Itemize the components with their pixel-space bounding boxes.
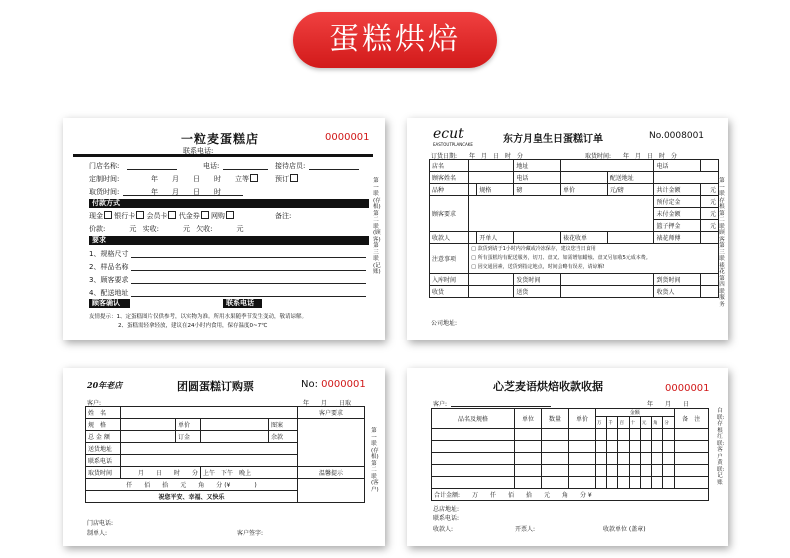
- pickup-time-label: 取货时间:: [89, 188, 120, 196]
- table-row[interactable]: [432, 477, 709, 489]
- col-remark: 备 注: [674, 409, 708, 429]
- date-label: 年 月 日取: [303, 400, 352, 407]
- form-title: 一粒麦蛋糕店: [181, 132, 260, 146]
- am-label: 上午: [203, 470, 216, 477]
- cell-delivery: 配送地址: [607, 172, 654, 184]
- input-cell[interactable]: [121, 419, 176, 431]
- pm-label: 下午: [221, 470, 234, 477]
- pay-options: [89, 211, 234, 221]
- input-cell[interactable]: [469, 184, 477, 196]
- cell-customer: 顾客姓名: [430, 172, 469, 184]
- input-cell[interactable]: [121, 407, 298, 419]
- cell-tel: 电话: [654, 160, 701, 172]
- cell-notes: 注意事项: [430, 244, 469, 274]
- cell-phone: 联系电话: [86, 455, 121, 467]
- receiver-label: 接待店员:: [275, 162, 306, 170]
- checkbox[interactable]: [250, 174, 258, 182]
- tips-line1: 友情提示：1、定蛋糕图片仅供参考，以实物为准。所用水果随季节发生变动，敬请谅解。: [89, 314, 308, 320]
- cell-arrive2: 到货时间: [654, 274, 701, 286]
- digit-qian: 千: [607, 417, 618, 429]
- copy-note: 第一联(存根) 第二联(顾客) 第三联(记账): [373, 178, 381, 275]
- table-row[interactable]: [432, 441, 709, 453]
- input-cell[interactable]: [469, 172, 514, 184]
- req-size: 1、规格尺寸: [89, 250, 129, 258]
- remark-label: 备注:: [275, 212, 292, 220]
- cell-total-yuan: 元: [701, 184, 719, 196]
- cell-cust-req: 客户要求: [298, 407, 365, 419]
- cell-unit-price: 单价: [176, 419, 201, 431]
- cell-total: 总 金 额: [86, 431, 121, 443]
- cell-boxfee-yuan: 元: [701, 220, 719, 232]
- checkbox[interactable]: [226, 211, 234, 219]
- night-label: 晚上: [239, 470, 252, 477]
- cell-yuan-pound: 元/磅: [607, 184, 654, 196]
- underline: [127, 169, 177, 170]
- cell-pound: 磅: [514, 184, 561, 196]
- underline: [309, 169, 359, 170]
- underline: [223, 169, 268, 170]
- reserve-label: 预订: [275, 175, 289, 183]
- deliver-label: 立等: [235, 175, 249, 183]
- pay-cash: 现金: [89, 212, 103, 220]
- req-address: 4、配送地址: [89, 289, 129, 297]
- shop-address: 总店地址:: [433, 506, 460, 513]
- input-cell[interactable]: [561, 274, 654, 286]
- cell-pastry: 裱花收单: [561, 232, 608, 244]
- divider: [73, 154, 373, 157]
- order-time-fields: 年 月 日 时: [151, 175, 221, 183]
- input-cell[interactable]: [561, 172, 608, 184]
- digit-jiao: 角: [652, 417, 663, 429]
- note-3: □ 因交通因素，送货到指定地点，时间会略有误差，请谅解!: [471, 264, 605, 270]
- cell-boxfee: 篮子押金: [654, 220, 701, 232]
- order-time-label: 定制时间:: [89, 175, 120, 183]
- cell-deliver: 收货: [430, 286, 469, 298]
- confirm-label: 顾客确认: [89, 299, 130, 308]
- cell-pastry2: 裱花师傅: [654, 232, 701, 244]
- cell-prepay: 预付定金: [654, 196, 701, 208]
- number-text: No.0008001: [649, 131, 705, 141]
- cell-ampm: [201, 467, 298, 479]
- form-title: 东方月皇生日蛋糕订单: [503, 134, 603, 145]
- company-address: 公司地址:: [431, 320, 458, 327]
- cell-pattern: 图案: [269, 419, 298, 431]
- cell-name: 姓 名: [86, 407, 121, 419]
- cell-phone: 电话: [514, 172, 561, 184]
- deliver-option[interactable]: [235, 174, 258, 184]
- receipt-grid: [431, 408, 709, 501]
- cell-collector: 收款人: [430, 232, 469, 244]
- date-label: 年 月 日: [647, 401, 690, 408]
- input-cell[interactable]: [561, 286, 654, 298]
- input-cell[interactable]: [469, 160, 514, 172]
- checkbox[interactable]: [104, 211, 112, 219]
- cell-total: 合计金额: 万 仟 佰 拾 元 角 分 ¥: [432, 489, 709, 501]
- digit-wan: 万: [596, 417, 607, 429]
- order-grid: [429, 159, 719, 298]
- input-cell[interactable]: [469, 286, 514, 298]
- col-qty: 数量: [542, 409, 569, 429]
- input-cell[interactable]: [469, 232, 477, 244]
- form-number: [649, 131, 704, 141]
- underline: [131, 283, 366, 284]
- input-cell[interactable]: [201, 431, 269, 443]
- digit-fen: 分: [663, 417, 674, 429]
- store-name-label: 门店名称:: [89, 162, 120, 170]
- cell-total: 共计金额: [654, 184, 701, 196]
- owed-label: 欠收:: [196, 225, 213, 233]
- note-1: □ 款货到请于1小时内冷藏或冷冻保存，建议您当日食用: [471, 246, 596, 252]
- receipt-xinzhimaiyu: [407, 368, 728, 546]
- customer-label: 客户:: [433, 401, 448, 408]
- underline: [131, 296, 366, 297]
- input-cell[interactable]: [701, 286, 719, 298]
- order-ticket-tuanyuan: [63, 368, 385, 546]
- input-cell[interactable]: [701, 274, 719, 286]
- maker-label: 制单人:: [87, 530, 108, 537]
- copy-note: 第一联存根 第二联顾客 第三联裱花 第四联服务: [719, 178, 725, 308]
- cell-prepay-yuan: 元: [701, 196, 719, 208]
- collector-label: 收款人:: [433, 526, 454, 533]
- cell-tips: 温馨提示: [298, 467, 365, 479]
- table-row[interactable]: [432, 429, 709, 441]
- store-phone: 门店电话:: [87, 520, 114, 527]
- pickup-date: 取货时间: 年 月 日 时 分: [585, 153, 678, 160]
- cell-operator: 开单人: [477, 232, 514, 244]
- form-number: 0000001: [665, 383, 710, 394]
- col-price: 单价: [569, 409, 596, 429]
- note-2: □ 所有蛋糕均有配送服务，切刀、盘叉、如需增加蜡烛、盘叉另加收5元成本费。: [471, 255, 651, 261]
- yuan: 元: [182, 225, 190, 233]
- digit-yuan: 元: [640, 417, 651, 429]
- cell-item: 品种: [430, 184, 469, 196]
- req-input[interactable]: [469, 196, 654, 232]
- cust-req-input[interactable]: [298, 419, 365, 467]
- issuer-label: 开票人:: [515, 526, 536, 533]
- input-cell[interactable]: [121, 455, 298, 467]
- contact-phone: 联系电话:: [433, 515, 460, 522]
- unit-stamp-label: 收款单位 (盖章): [603, 526, 646, 533]
- pay-header: 付款方式: [89, 199, 369, 208]
- col-unit: 单位: [515, 409, 542, 429]
- order-date: 订货日期: 年 月 日 时 分: [431, 153, 524, 160]
- pay-online: 网购: [210, 212, 225, 220]
- yuan: 元: [129, 225, 137, 233]
- cell-amount-words: 仟 佰 拾 元 角 分 (¥ ): [86, 479, 298, 491]
- cell-spec: 规格: [477, 184, 514, 196]
- cell-req: 顾客要求: [430, 196, 469, 232]
- signature-label: 客户签字:: [237, 530, 264, 537]
- contact-label: 联系电话: [223, 299, 262, 308]
- pickup-time-fields: 年 月 日 时: [151, 188, 221, 196]
- brand-logo: ecut: [433, 126, 464, 142]
- cell-send: 发货时间: [514, 274, 561, 286]
- cell-unit: 单价: [561, 184, 608, 196]
- cell-address: 送货地址: [86, 443, 121, 455]
- input-cell[interactable]: [121, 443, 298, 455]
- ticket-grid: [85, 406, 365, 503]
- input-cell[interactable]: [201, 419, 269, 431]
- no-label: No:: [301, 379, 318, 390]
- notes-list: [469, 244, 719, 274]
- cell-receiver: 收货人: [654, 286, 701, 298]
- pay-member: 会员卡: [146, 212, 168, 220]
- cell-unpaid: 未付金额: [654, 208, 701, 220]
- number-text: 0000001: [321, 379, 366, 390]
- cell-balance: 余款: [269, 431, 298, 443]
- cell-driver: 送货: [514, 286, 561, 298]
- col-amount: 金额: [596, 409, 675, 417]
- copy-note: 白联:存根 红联:客户 黄联:记账: [717, 408, 725, 486]
- checkbox[interactable]: [136, 211, 144, 219]
- cell-deposit: 订金: [176, 431, 201, 443]
- col-item: 品名及规格: [432, 409, 515, 429]
- underline: [451, 406, 551, 407]
- underline: [131, 270, 366, 271]
- cell-unpaid-yuan: 元: [701, 208, 719, 220]
- yuan: 元: [236, 225, 244, 233]
- cell-pickup: 取货时间: [86, 467, 121, 479]
- form-number: 0000001: [325, 132, 370, 143]
- banner-title: 蛋糕烘焙: [293, 12, 497, 68]
- form-title: 心芝麦语烘焙收款收据: [493, 380, 603, 393]
- phone-label: 联系电话:: [183, 147, 214, 155]
- tel-label: 电话:: [203, 162, 220, 170]
- underline: [131, 257, 366, 258]
- input-cell[interactable]: [607, 232, 654, 244]
- cell-arrive: 入库时间: [430, 274, 469, 286]
- form-number: [301, 379, 366, 390]
- tips-line2: 2、蛋糕需轻拿轻放，建议在24小时内食用，保存温度0~7℃: [118, 323, 268, 329]
- received-label: 实收:: [142, 225, 159, 233]
- brand-sub: EASTOUTPLANCAKE: [433, 142, 473, 147]
- digit-shi: 十: [629, 417, 640, 429]
- req-sample: 2、样品名称: [89, 263, 129, 271]
- customer-label: 客户:: [87, 400, 102, 407]
- req-header: 要求: [89, 236, 369, 245]
- order-form-dongfang: [407, 118, 728, 340]
- input-cell[interactable]: [469, 274, 514, 286]
- order-form-yilimai: [63, 118, 385, 340]
- brand-tag: 20年老店: [87, 380, 123, 390]
- cell-spec: 规 格: [86, 419, 121, 431]
- req-customer: 3、顾客要求: [89, 276, 129, 284]
- price-label: 价款:: [89, 225, 106, 233]
- copy-note: 第一联(存根) 第二联(客户): [371, 428, 379, 493]
- checkbox[interactable]: [168, 211, 176, 219]
- cell-time: 月 日 时 分: [121, 467, 201, 479]
- cell-store: 店名: [430, 160, 469, 172]
- input-cell[interactable]: [121, 431, 176, 443]
- digit-bai: 百: [618, 417, 629, 429]
- cell-greeting: 祝您平安、幸福、又快乐: [86, 491, 298, 503]
- input-cell[interactable]: [561, 160, 654, 172]
- pay-voucher: 代金券: [178, 212, 200, 220]
- input-cell[interactable]: [701, 232, 719, 244]
- form-title: 团圆蛋糕订购票: [177, 380, 254, 393]
- checkbox[interactable]: [201, 211, 209, 219]
- checkbox[interactable]: [290, 174, 298, 182]
- input-cell[interactable]: [514, 232, 561, 244]
- pay-card: 银行卡: [114, 212, 136, 220]
- underline: [123, 195, 243, 196]
- reserve-option[interactable]: [275, 174, 298, 184]
- cell-addr: 地址: [514, 160, 561, 172]
- tips-text-cell: [298, 479, 365, 503]
- price-row: [89, 224, 244, 234]
- input-cell[interactable]: [701, 160, 719, 172]
- table-row[interactable]: [432, 465, 709, 477]
- table-row[interactable]: [432, 453, 709, 465]
- input-cell[interactable]: [654, 172, 719, 184]
